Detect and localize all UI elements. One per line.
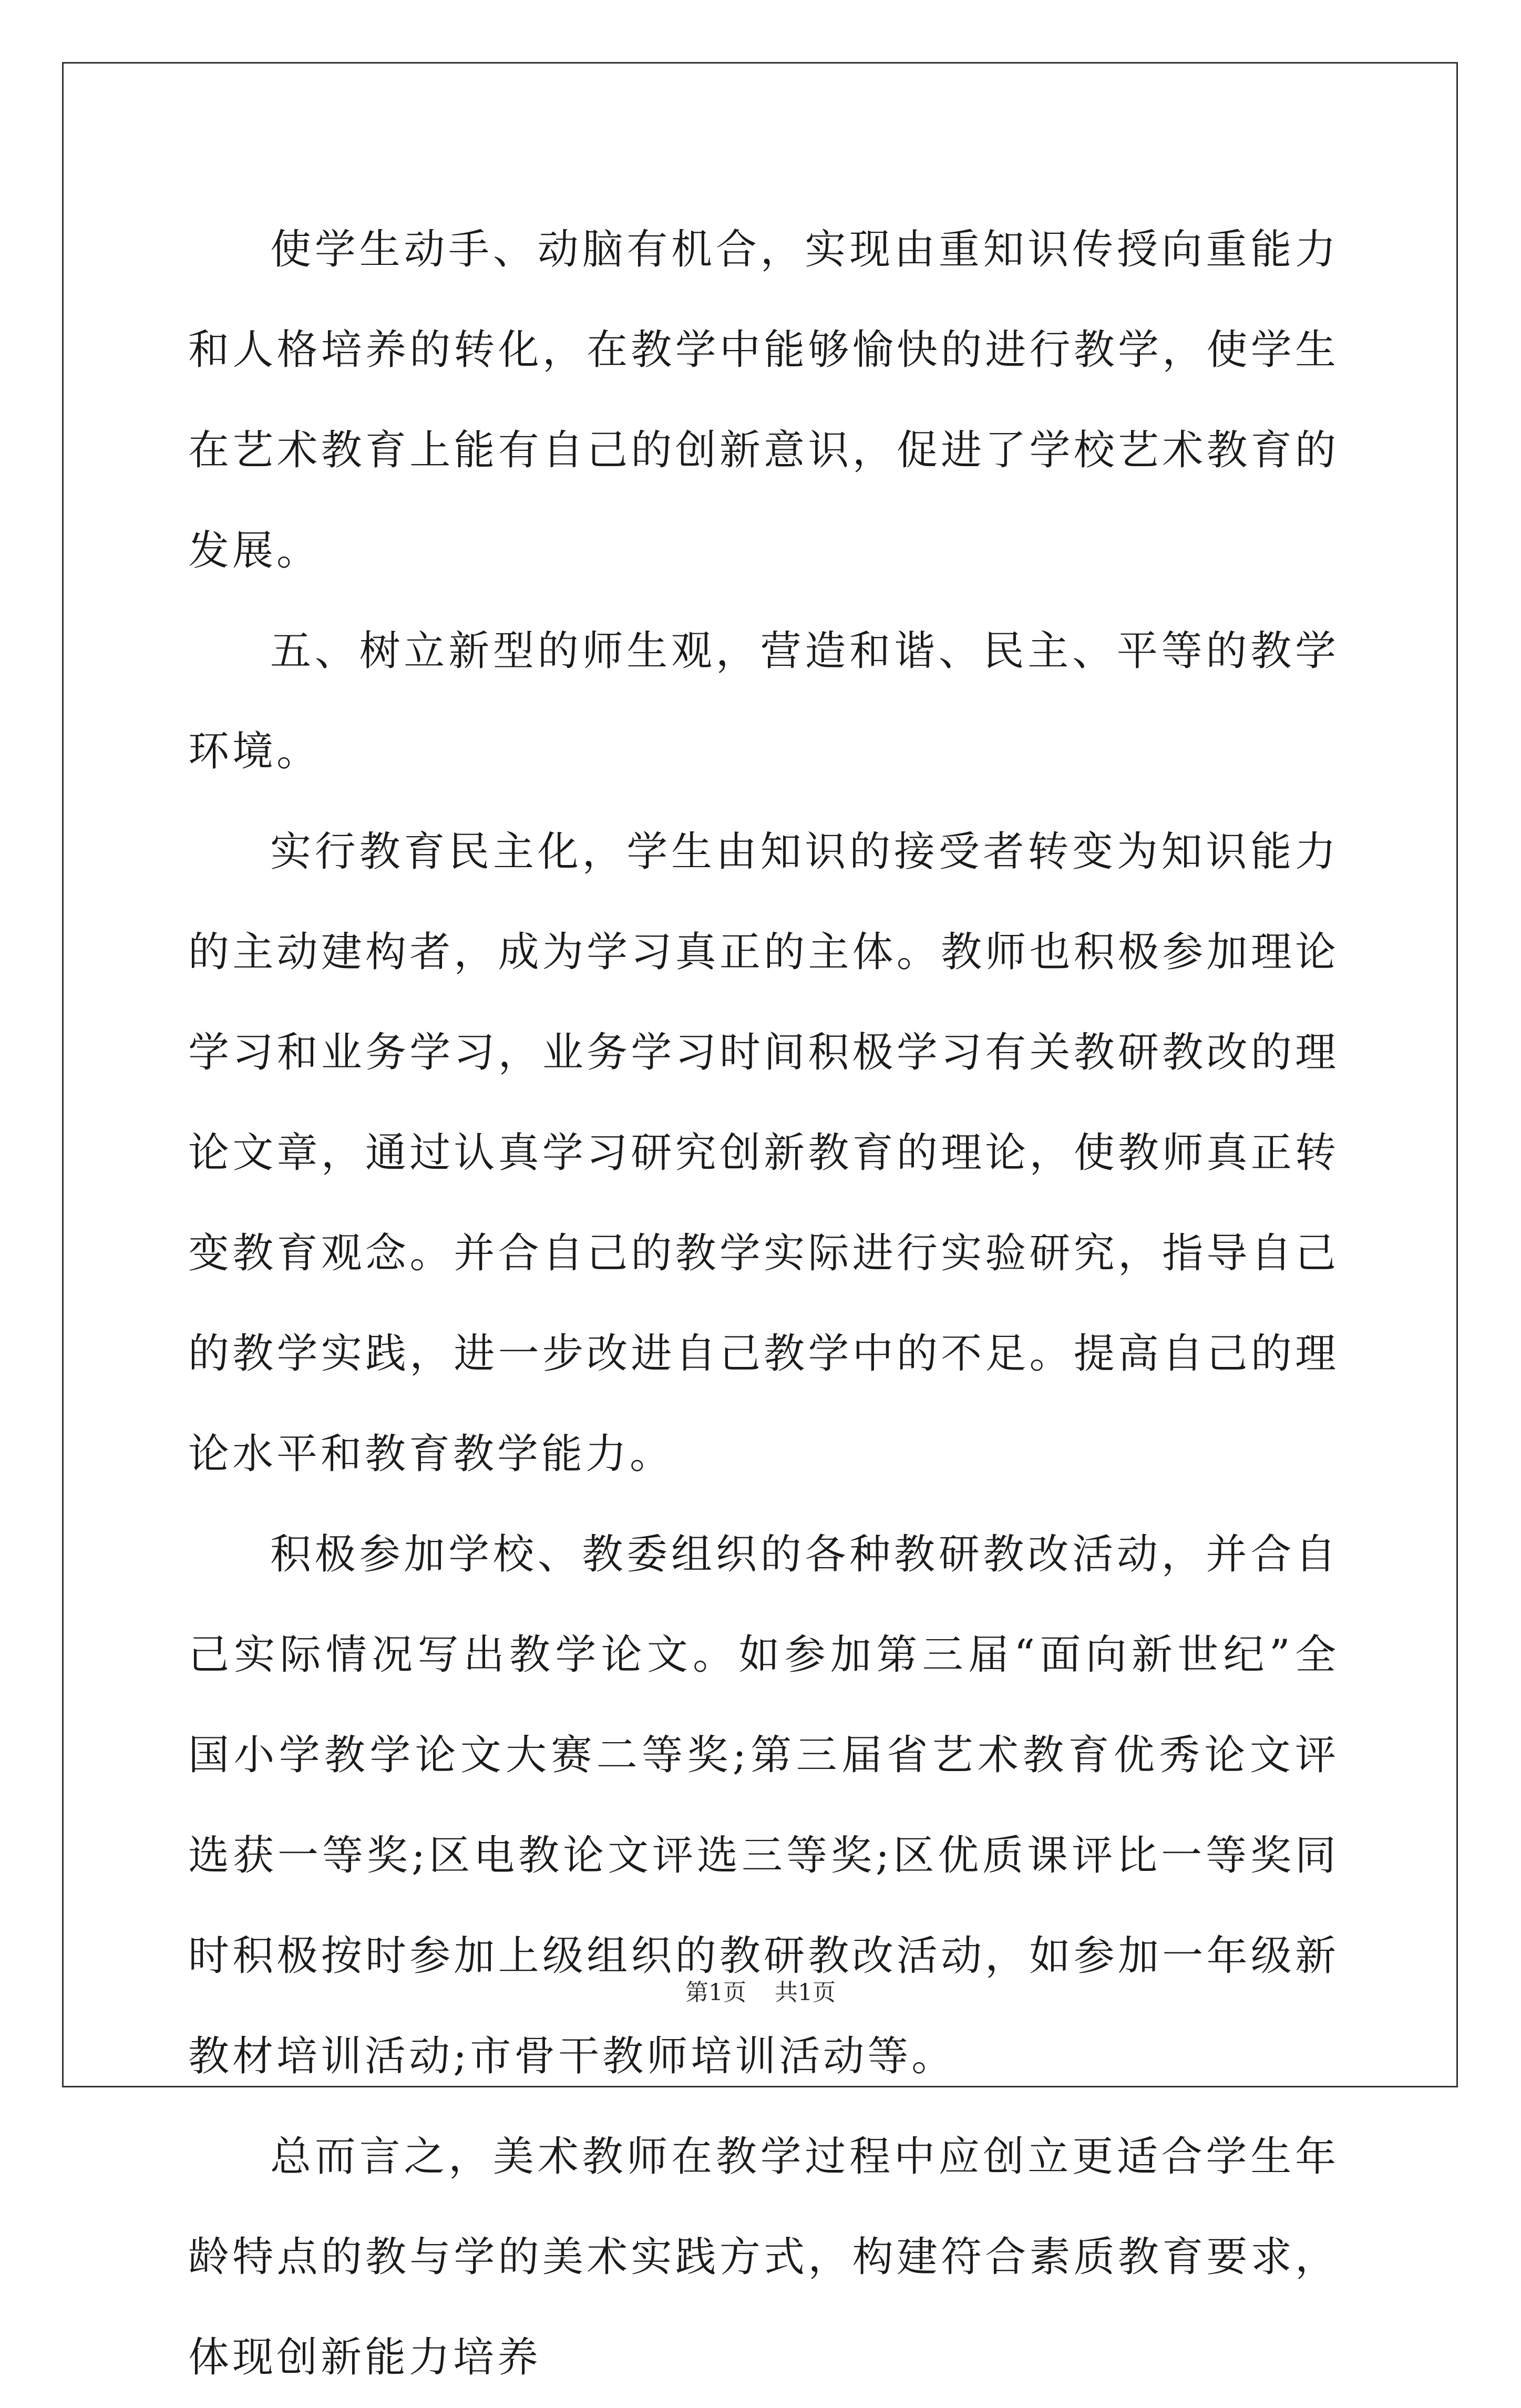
section-heading: 五、树立新型的师生观，营造和谐、民主、平等的教学环境。: [188, 627, 1339, 775]
document-body: [188, 200, 1339, 2408]
paragraph: 实行教育民主化，学生由知识的接受者转变为知识能力的主动建构者，成为学习真正的主体。教师也积极参加理论学习和业务学习，业务学习时间积极学习有关教研教改的理论文章，通过认真学习研究创新教育的理论，使教师真正转变教育观念。并合自己的教学实际进行实验研究，指导自己的教学实践，进一步改进自己教学中的不足。提高自己的理论水平和教育教学能力。: [188, 828, 1339, 1478]
page-number: 第1页: [685, 1979, 746, 2006]
paragraph: 积极参加学校、教委组织的各种教研教改活动，并合自己实际情况写出教学论文。如参加第三届“面向新世纪”全国小学教学论文大赛二等奖;第三届省艺术教育优秀论文评选获一等奖;区电教论文评选三等奖;区优质课评比一等奖同时积极按时参加上级组织的教研教改活动，如参加一年级新教材培训活动;市骨干教师培训活动等。: [188, 1531, 1339, 2080]
page-total: 共1页: [775, 1979, 836, 2006]
page-footer: [0, 1977, 1521, 2009]
paragraph: 总而言之，美术教师在教学过程中应创立更适合学生年龄特点的教与学的美术实践方式，构建符合素质教育要求，体现创新能力培养: [188, 2133, 1339, 2381]
paragraph: 使学生动手、动脑有机合，实现由重知识传授向重能力和人格培养的转化，在教学中能够愉快的进行教学，使学生在艺术教育上能有自己的创新意识，促进了学校艺术教育的发展。: [188, 226, 1339, 574]
